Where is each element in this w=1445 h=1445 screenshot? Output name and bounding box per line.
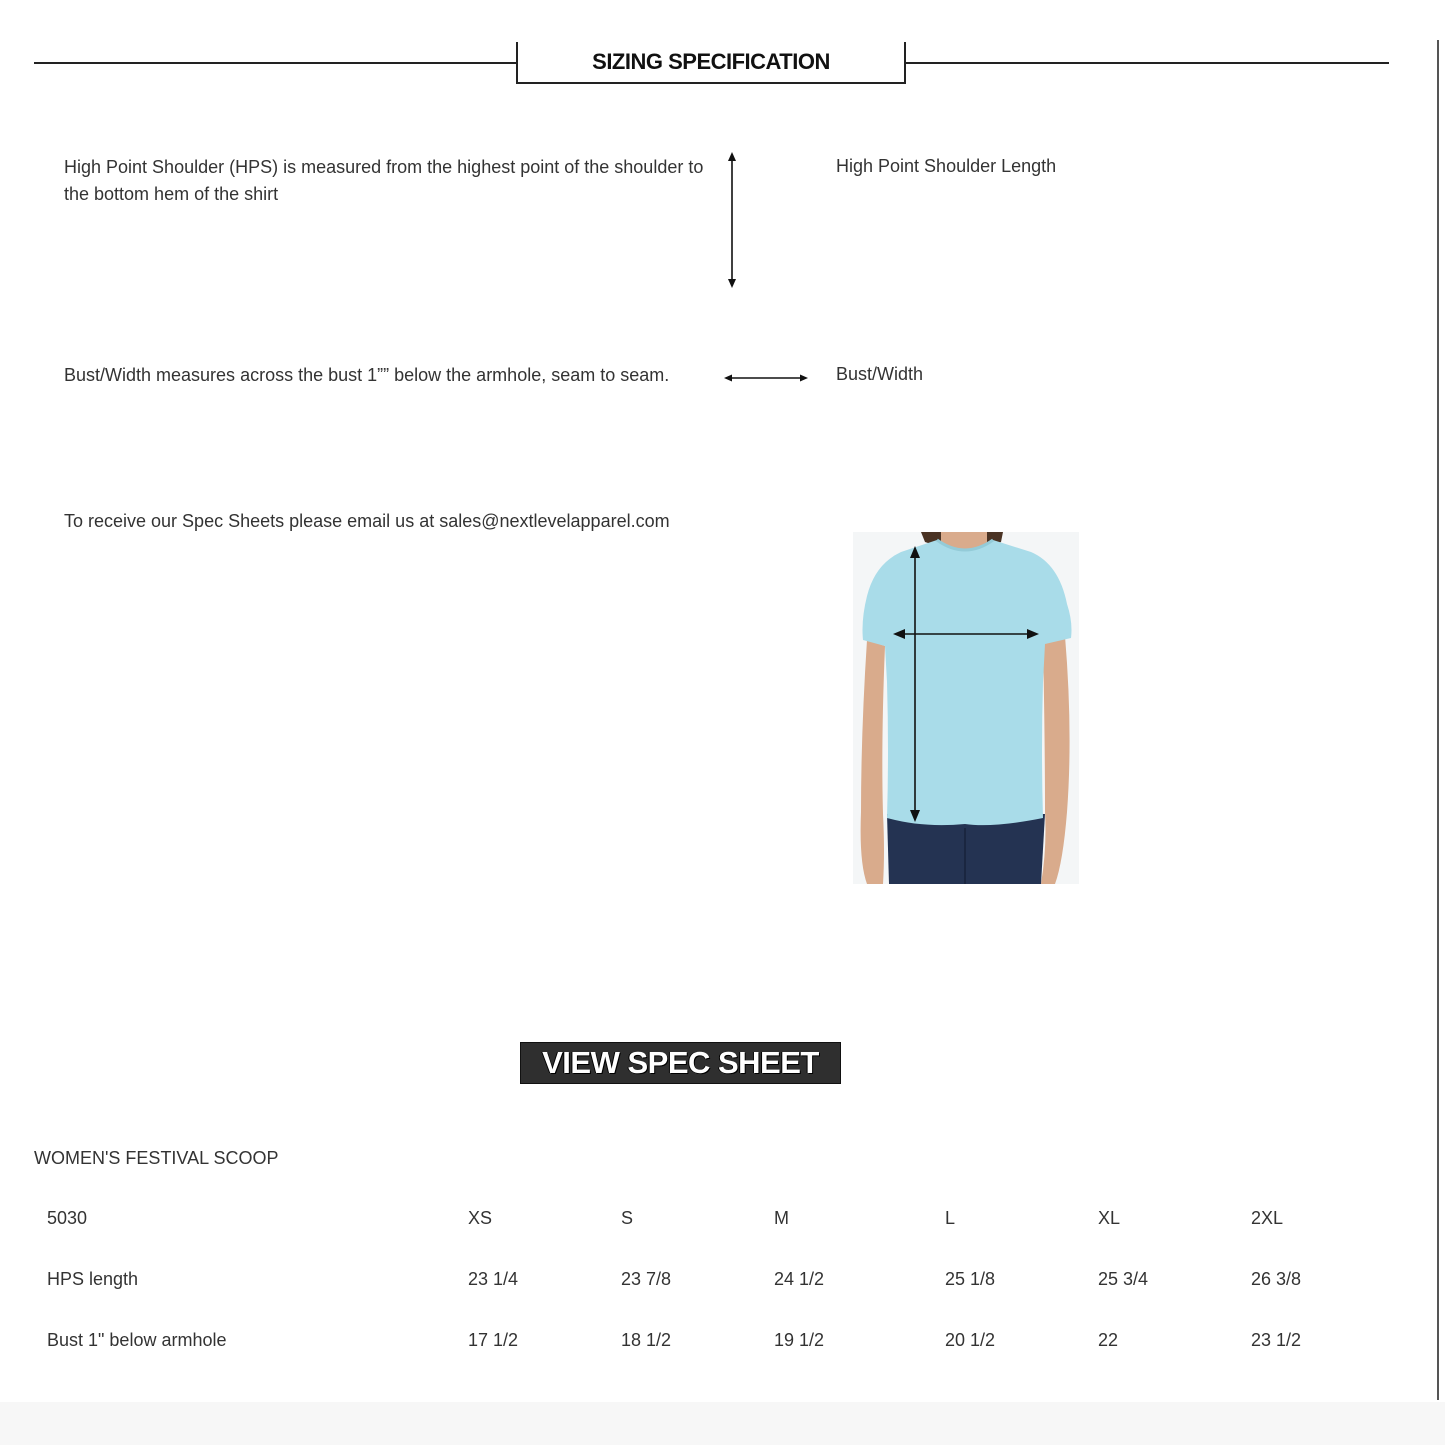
table-cell: XL	[1098, 1208, 1121, 1228]
page-title: SIZING SPECIFICATION	[592, 49, 830, 74]
table-cell: 25 3/4	[1098, 1269, 1149, 1289]
table-row	[34, 1249, 1371, 1310]
table-cell: S	[621, 1208, 634, 1228]
table-cell: 19 1/2	[774, 1330, 825, 1350]
table-cell: 20 1/2	[945, 1330, 996, 1350]
table-cell: 24 1/2	[774, 1269, 825, 1289]
hps-description: High Point Shoulder (HPS) is measured from the highest point of the shoulder to the bottom hem of the shirt	[64, 157, 704, 204]
contact-text: To receive our Spec Sheets please email us at sales@nextlevelapparel.com	[64, 511, 670, 531]
table-row	[34, 1188, 1371, 1249]
table-cell: 23 1/2	[1251, 1330, 1302, 1350]
table-cell: HPS length	[47, 1269, 139, 1289]
page-bottom-band	[0, 1402, 1445, 1445]
table-cell: 17 1/2	[468, 1330, 519, 1350]
table-cell: 23 1/4	[468, 1269, 519, 1289]
vertical-arrow-icon	[725, 152, 739, 288]
product-title: WOMEN'S FESTIVAL SCOOP	[34, 1148, 279, 1168]
header-box	[516, 42, 906, 84]
table-cell: 2XL	[1251, 1208, 1284, 1228]
hps-label: High Point Shoulder Length	[836, 156, 1057, 176]
header-rule-left	[34, 62, 518, 64]
table-cell: M	[774, 1208, 789, 1228]
horizontal-arrow-icon	[724, 371, 808, 385]
view-spec-sheet-label: VIEW SPEC SHEET	[542, 1045, 819, 1080]
size-table	[34, 1188, 1371, 1371]
page-right-border	[1437, 40, 1439, 1400]
view-spec-sheet-button[interactable]	[520, 1042, 841, 1084]
table-cell: 18 1/2	[621, 1330, 672, 1350]
table-cell: Bust 1" below armhole	[47, 1330, 227, 1350]
table-cell: L	[945, 1208, 956, 1228]
model-tshirt-photo	[853, 532, 1079, 884]
bust-description: Bust/Width measures across the bust 1”” below the armhole, seam to seam.	[64, 365, 670, 385]
table-cell: 26 3/8	[1251, 1269, 1302, 1289]
bust-label: Bust/Width	[836, 364, 924, 384]
table-cell: 5030	[47, 1208, 88, 1228]
table-cell: 22	[1098, 1330, 1119, 1350]
table-row	[34, 1310, 1371, 1371]
table-cell: 25 1/8	[945, 1269, 996, 1289]
table-cell: 23 7/8	[621, 1269, 672, 1289]
header-rule-right	[905, 62, 1389, 64]
table-cell: XS	[468, 1208, 493, 1228]
